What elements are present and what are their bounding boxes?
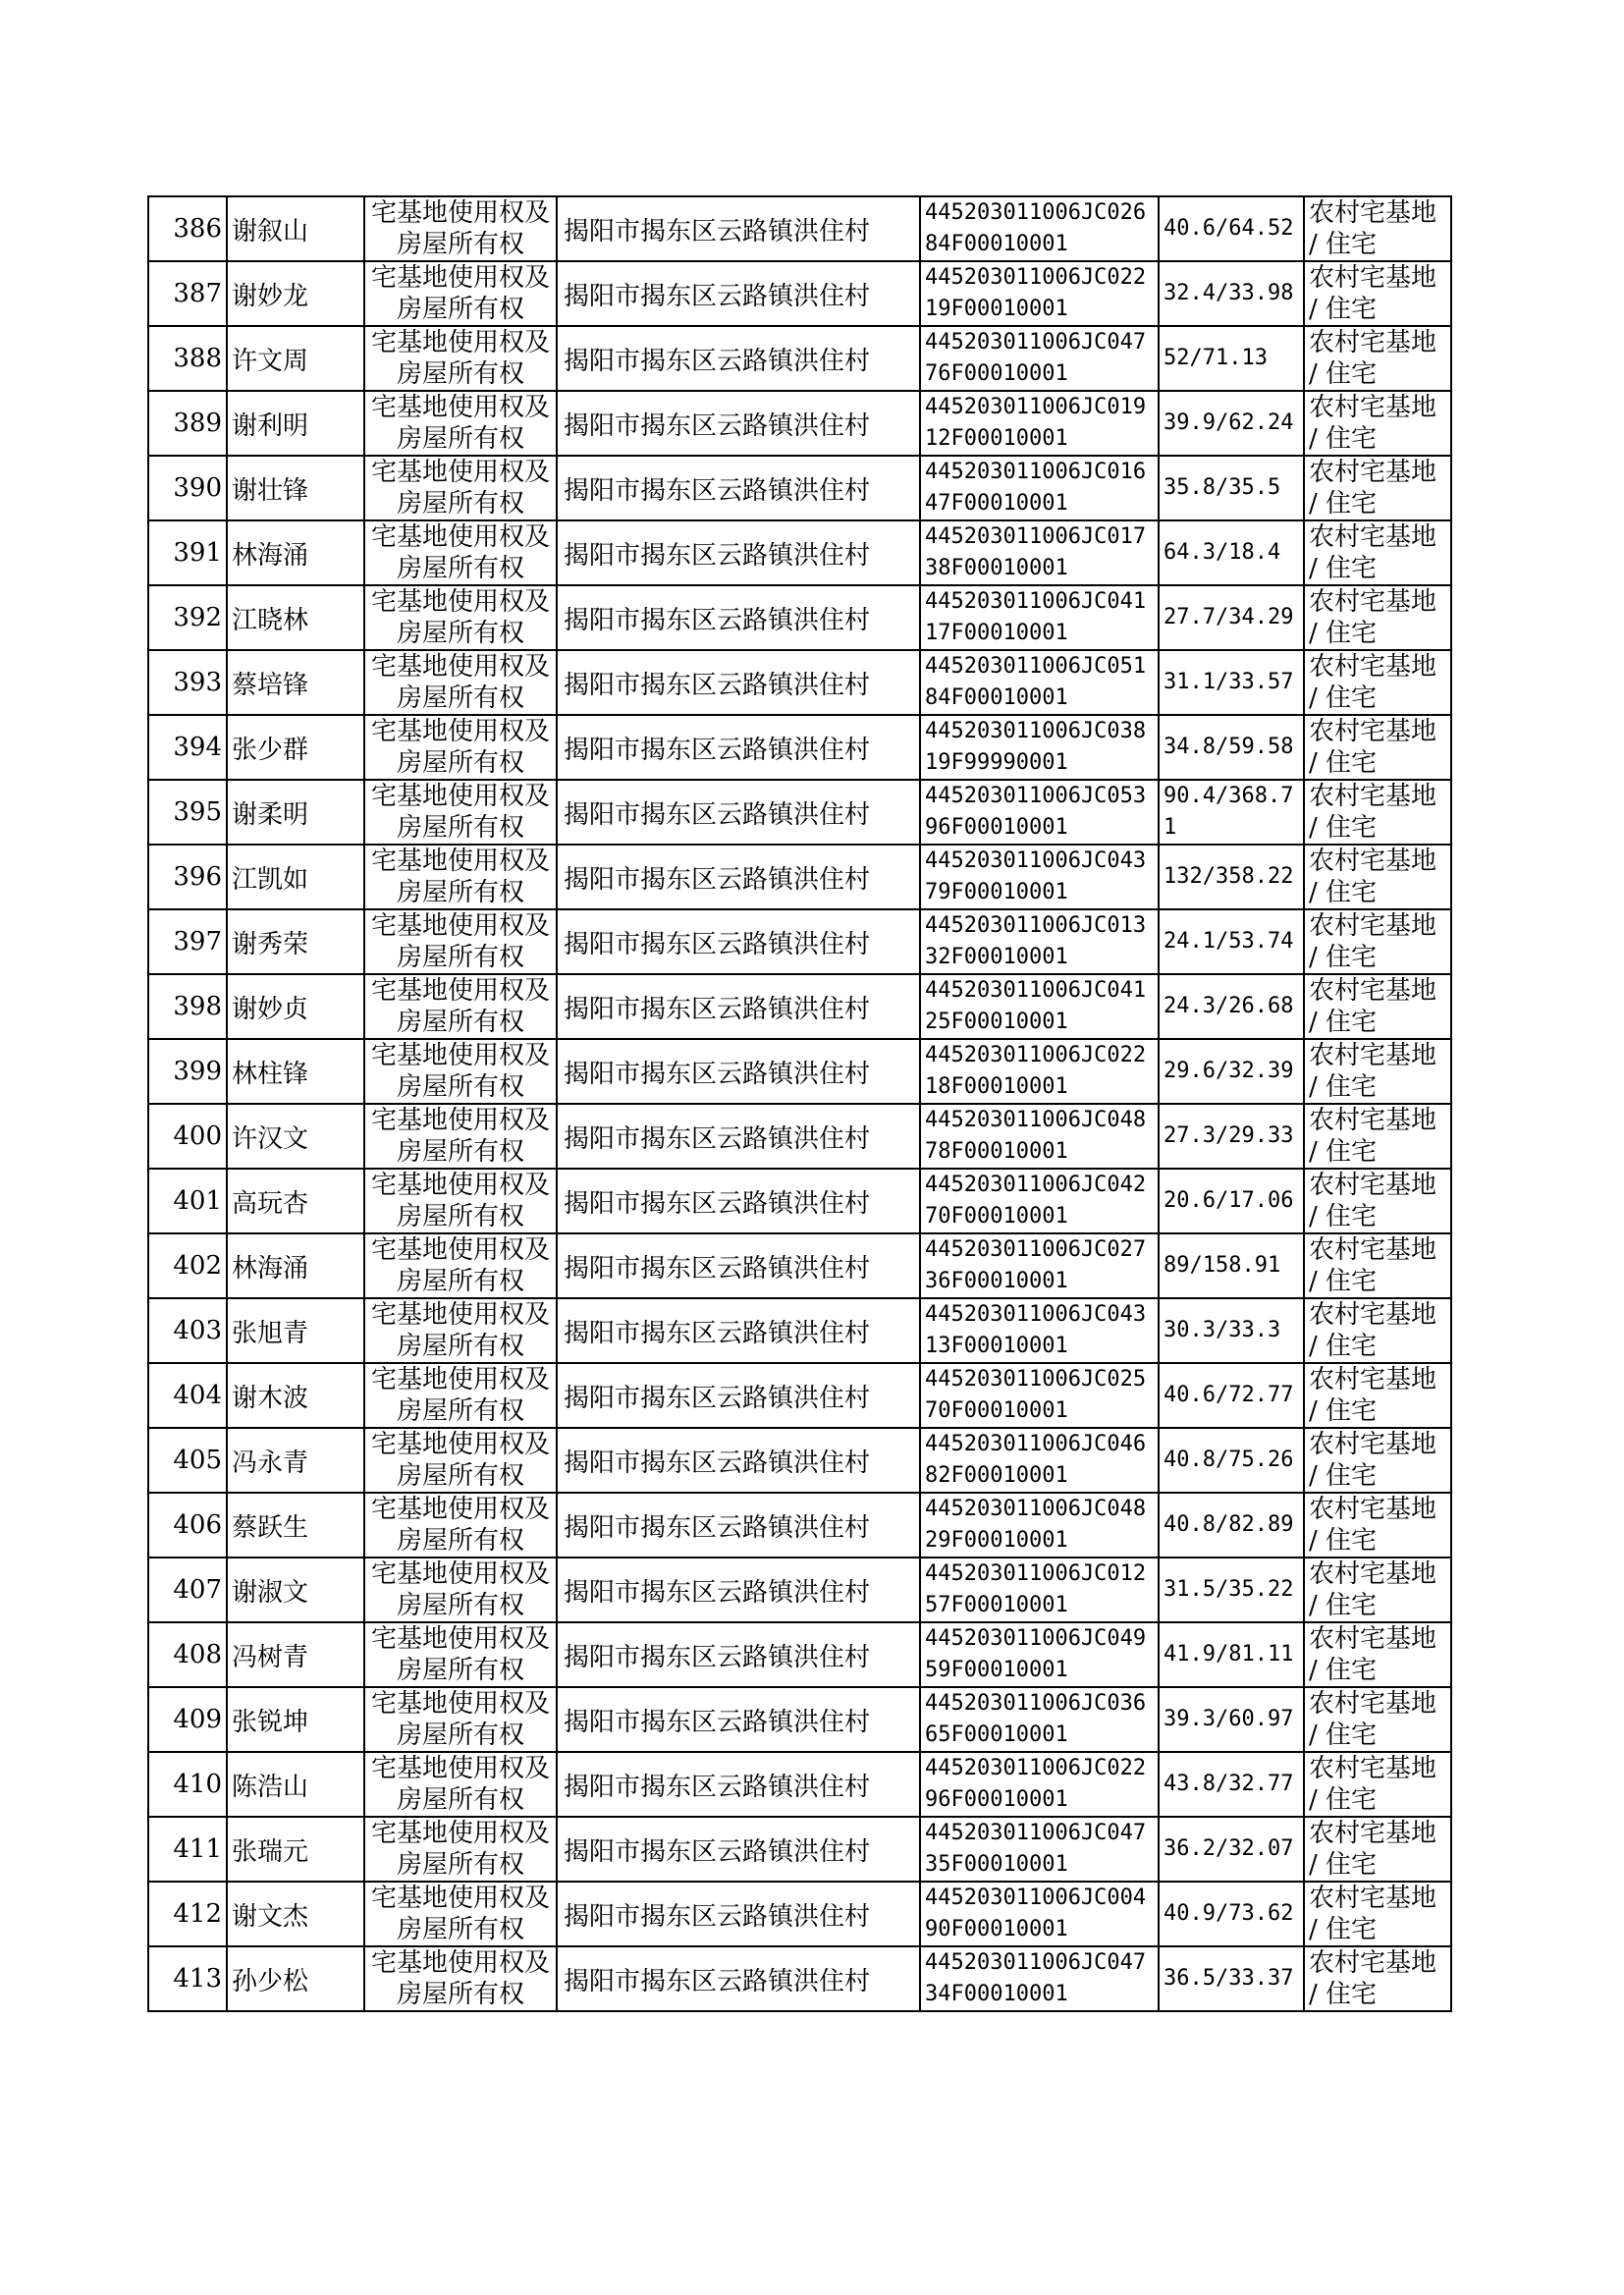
row-number-cell: 406	[148, 1493, 227, 1557]
row-number-cell: 389	[148, 391, 227, 456]
holder-name-cell: 林海涌	[227, 1233, 364, 1298]
right-type-cell: 宅基地使用权及房屋所有权	[364, 1298, 557, 1363]
location-cell: 揭阳市揭东区云路镇洪住村	[557, 1104, 920, 1169]
right-type-cell: 宅基地使用权及房屋所有权	[364, 1493, 557, 1557]
land-use-cell: 农村宅基地 / 住宅	[1304, 1039, 1451, 1104]
holder-name-cell: 江凯如	[227, 845, 364, 909]
holder-name-cell: 许文周	[227, 326, 364, 391]
table-row	[148, 715, 1451, 780]
right-type-cell: 宅基地使用权及房屋所有权	[364, 909, 557, 974]
row-number-cell: 401	[148, 1169, 227, 1233]
table-row	[148, 456, 1451, 520]
table-row	[148, 1557, 1451, 1622]
area-value-cell: 32.4/33.98	[1159, 261, 1304, 326]
land-use-cell: 农村宅基地 / 住宅	[1304, 845, 1451, 909]
holder-name-cell: 蔡跃生	[227, 1493, 364, 1557]
land-use-cell: 农村宅基地 / 住宅	[1304, 1557, 1451, 1622]
holder-name-cell: 江晓林	[227, 585, 364, 650]
row-number-cell: 397	[148, 909, 227, 974]
row-number-cell: 393	[148, 650, 227, 715]
land-use-cell: 农村宅基地 / 住宅	[1304, 974, 1451, 1039]
row-number-cell: 404	[148, 1363, 227, 1428]
table-row	[148, 1622, 1451, 1687]
land-use-cell: 农村宅基地 / 住宅	[1304, 1687, 1451, 1752]
holder-name-cell: 谢淑文	[227, 1557, 364, 1622]
area-value-cell: 30.3/33.3	[1159, 1298, 1304, 1363]
right-type-cell: 宅基地使用权及房屋所有权	[364, 1752, 557, 1817]
property-code-cell: 445203011006JC03819F99990001	[920, 715, 1159, 780]
property-code-cell: 445203011006JC01738F00010001	[920, 520, 1159, 585]
table-body	[148, 196, 1451, 2011]
area-value-cell: 39.9/62.24	[1159, 391, 1304, 456]
property-code-cell: 445203011006JC02218F00010001	[920, 1039, 1159, 1104]
table-row	[148, 845, 1451, 909]
land-use-cell: 农村宅基地 / 住宅	[1304, 715, 1451, 780]
property-code-cell: 445203011006JC02736F00010001	[920, 1233, 1159, 1298]
land-use-cell: 农村宅基地 / 住宅	[1304, 520, 1451, 585]
location-cell: 揭阳市揭东区云路镇洪住村	[557, 456, 920, 520]
area-value-cell: 132/358.22	[1159, 845, 1304, 909]
holder-name-cell: 陈浩山	[227, 1752, 364, 1817]
property-code-cell: 445203011006JC04959F00010001	[920, 1622, 1159, 1687]
table-row	[148, 909, 1451, 974]
row-number-cell: 390	[148, 456, 227, 520]
row-number-cell: 411	[148, 1817, 227, 1882]
land-use-cell: 农村宅基地 / 住宅	[1304, 1817, 1451, 1882]
row-number-cell: 391	[148, 520, 227, 585]
holder-name-cell: 谢妙龙	[227, 261, 364, 326]
right-type-cell: 宅基地使用权及房屋所有权	[364, 1946, 557, 2011]
area-value-cell: 24.3/26.68	[1159, 974, 1304, 1039]
location-cell: 揭阳市揭东区云路镇洪住村	[557, 1817, 920, 1882]
land-use-cell: 农村宅基地 / 住宅	[1304, 909, 1451, 974]
right-type-cell: 宅基地使用权及房屋所有权	[364, 1363, 557, 1428]
location-cell: 揭阳市揭东区云路镇洪住村	[557, 1428, 920, 1493]
location-cell: 揭阳市揭东区云路镇洪住村	[557, 1752, 920, 1817]
holder-name-cell: 张旭青	[227, 1298, 364, 1363]
holder-name-cell: 张瑞元	[227, 1817, 364, 1882]
land-use-cell: 农村宅基地 / 住宅	[1304, 1752, 1451, 1817]
holder-name-cell: 谢文杰	[227, 1882, 364, 1946]
row-number-cell: 398	[148, 974, 227, 1039]
area-value-cell: 35.8/35.5	[1159, 456, 1304, 520]
location-cell: 揭阳市揭东区云路镇洪住村	[557, 520, 920, 585]
row-number-cell: 413	[148, 1946, 227, 2011]
table-row	[148, 1298, 1451, 1363]
right-type-cell: 宅基地使用权及房屋所有权	[364, 326, 557, 391]
area-value-cell: 43.8/32.77	[1159, 1752, 1304, 1817]
location-cell: 揭阳市揭东区云路镇洪住村	[557, 391, 920, 456]
land-use-cell: 农村宅基地 / 住宅	[1304, 261, 1451, 326]
row-number-cell: 410	[148, 1752, 227, 1817]
table-row	[148, 1882, 1451, 1946]
property-code-cell: 445203011006JC05396F00010001	[920, 780, 1159, 845]
property-code-cell: 445203011006JC02684F00010001	[920, 196, 1159, 261]
right-type-cell: 宅基地使用权及房屋所有权	[364, 1169, 557, 1233]
table-row	[148, 196, 1451, 261]
property-code-cell: 445203011006JC04776F00010001	[920, 326, 1159, 391]
table-row	[148, 1169, 1451, 1233]
table-row	[148, 391, 1451, 456]
register-table	[147, 195, 1452, 2012]
table-row	[148, 1817, 1451, 1882]
property-code-cell: 445203011006JC02219F00010001	[920, 261, 1159, 326]
land-use-cell: 农村宅基地 / 住宅	[1304, 326, 1451, 391]
location-cell: 揭阳市揭东区云路镇洪住村	[557, 1298, 920, 1363]
location-cell: 揭阳市揭东区云路镇洪住村	[557, 1363, 920, 1428]
property-code-cell: 445203011006JC01912F00010001	[920, 391, 1159, 456]
holder-name-cell: 高玩杏	[227, 1169, 364, 1233]
land-use-cell: 农村宅基地 / 住宅	[1304, 1428, 1451, 1493]
location-cell: 揭阳市揭东区云路镇洪住村	[557, 1557, 920, 1622]
row-number-cell: 388	[148, 326, 227, 391]
row-number-cell: 407	[148, 1557, 227, 1622]
property-code-cell: 445203011006JC04878F00010001	[920, 1104, 1159, 1169]
area-value-cell: 64.3/18.4	[1159, 520, 1304, 585]
property-code-cell: 445203011006JC01647F00010001	[920, 456, 1159, 520]
right-type-cell: 宅基地使用权及房屋所有权	[364, 1622, 557, 1687]
area-value-cell: 40.8/75.26	[1159, 1428, 1304, 1493]
right-type-cell: 宅基地使用权及房屋所有权	[364, 715, 557, 780]
right-type-cell: 宅基地使用权及房屋所有权	[364, 456, 557, 520]
table-row	[148, 520, 1451, 585]
right-type-cell: 宅基地使用权及房屋所有权	[364, 1233, 557, 1298]
row-number-cell: 387	[148, 261, 227, 326]
table-row	[148, 780, 1451, 845]
holder-name-cell: 谢利明	[227, 391, 364, 456]
property-code-cell: 445203011006JC00490F00010001	[920, 1882, 1159, 1946]
property-code-cell: 445203011006JC05184F00010001	[920, 650, 1159, 715]
area-value-cell: 39.3/60.97	[1159, 1687, 1304, 1752]
land-use-cell: 农村宅基地 / 住宅	[1304, 1946, 1451, 2011]
area-value-cell: 27.3/29.33	[1159, 1104, 1304, 1169]
land-use-cell: 农村宅基地 / 住宅	[1304, 1104, 1451, 1169]
area-value-cell: 89/158.91	[1159, 1233, 1304, 1298]
land-use-cell: 农村宅基地 / 住宅	[1304, 1169, 1451, 1233]
row-number-cell: 402	[148, 1233, 227, 1298]
location-cell: 揭阳市揭东区云路镇洪住村	[557, 1622, 920, 1687]
area-value-cell: 52/71.13	[1159, 326, 1304, 391]
location-cell: 揭阳市揭东区云路镇洪住村	[557, 1493, 920, 1557]
row-number-cell: 394	[148, 715, 227, 780]
property-code-cell: 445203011006JC04682F00010001	[920, 1428, 1159, 1493]
holder-name-cell: 冯树青	[227, 1622, 364, 1687]
property-code-cell: 445203011006JC04734F00010001	[920, 1946, 1159, 2011]
property-code-cell: 445203011006JC01257F00010001	[920, 1557, 1159, 1622]
row-number-cell: 408	[148, 1622, 227, 1687]
area-value-cell: 31.1/33.57	[1159, 650, 1304, 715]
right-type-cell: 宅基地使用权及房屋所有权	[364, 1039, 557, 1104]
area-value-cell: 90.4/368.71	[1159, 780, 1304, 845]
row-number-cell: 392	[148, 585, 227, 650]
holder-name-cell: 谢木波	[227, 1363, 364, 1428]
property-code-cell: 445203011006JC03665F00010001	[920, 1687, 1159, 1752]
area-value-cell: 41.9/81.11	[1159, 1622, 1304, 1687]
land-use-cell: 农村宅基地 / 住宅	[1304, 1622, 1451, 1687]
right-type-cell: 宅基地使用权及房屋所有权	[364, 1817, 557, 1882]
land-use-cell: 农村宅基地 / 住宅	[1304, 1882, 1451, 1946]
area-value-cell: 36.5/33.37	[1159, 1946, 1304, 2011]
area-value-cell: 34.8/59.58	[1159, 715, 1304, 780]
area-value-cell: 40.6/64.52	[1159, 196, 1304, 261]
property-code-cell: 445203011006JC04829F00010001	[920, 1493, 1159, 1557]
table-row	[148, 1687, 1451, 1752]
area-value-cell: 31.5/35.22	[1159, 1557, 1304, 1622]
area-value-cell: 36.2/32.07	[1159, 1817, 1304, 1882]
holder-name-cell: 许汉文	[227, 1104, 364, 1169]
right-type-cell: 宅基地使用权及房屋所有权	[364, 391, 557, 456]
area-value-cell: 29.6/32.39	[1159, 1039, 1304, 1104]
holder-name-cell: 蔡培锋	[227, 650, 364, 715]
table-row	[148, 1233, 1451, 1298]
holder-name-cell: 冯永青	[227, 1428, 364, 1493]
right-type-cell: 宅基地使用权及房屋所有权	[364, 1104, 557, 1169]
land-use-cell: 农村宅基地 / 住宅	[1304, 650, 1451, 715]
table-row	[148, 1039, 1451, 1104]
holder-name-cell: 谢秀荣	[227, 909, 364, 974]
property-code-cell: 445203011006JC01332F00010001	[920, 909, 1159, 974]
holder-name-cell: 谢柔明	[227, 780, 364, 845]
location-cell: 揭阳市揭东区云路镇洪住村	[557, 326, 920, 391]
land-use-cell: 农村宅基地 / 住宅	[1304, 1233, 1451, 1298]
holder-name-cell: 张少群	[227, 715, 364, 780]
land-use-cell: 农村宅基地 / 住宅	[1304, 780, 1451, 845]
holder-name-cell: 林柱锋	[227, 1039, 364, 1104]
right-type-cell: 宅基地使用权及房屋所有权	[364, 974, 557, 1039]
row-number-cell: 395	[148, 780, 227, 845]
table-row	[148, 974, 1451, 1039]
holder-name-cell: 谢壮锋	[227, 456, 364, 520]
row-number-cell: 412	[148, 1882, 227, 1946]
right-type-cell: 宅基地使用权及房屋所有权	[364, 585, 557, 650]
row-number-cell: 403	[148, 1298, 227, 1363]
land-use-cell: 农村宅基地 / 住宅	[1304, 1493, 1451, 1557]
property-code-cell: 445203011006JC04117F00010001	[920, 585, 1159, 650]
property-code-cell: 445203011006JC02296F00010001	[920, 1752, 1159, 1817]
right-type-cell: 宅基地使用权及房屋所有权	[364, 196, 557, 261]
table-row	[148, 261, 1451, 326]
row-number-cell: 405	[148, 1428, 227, 1493]
area-value-cell: 40.8/82.89	[1159, 1493, 1304, 1557]
location-cell: 揭阳市揭东区云路镇洪住村	[557, 909, 920, 974]
location-cell: 揭阳市揭东区云路镇洪住村	[557, 845, 920, 909]
land-use-cell: 农村宅基地 / 住宅	[1304, 391, 1451, 456]
property-code-cell: 445203011006JC02570F00010001	[920, 1363, 1159, 1428]
holder-name-cell: 张锐坤	[227, 1687, 364, 1752]
area-value-cell: 40.9/73.62	[1159, 1882, 1304, 1946]
right-type-cell: 宅基地使用权及房屋所有权	[364, 261, 557, 326]
location-cell: 揭阳市揭东区云路镇洪住村	[557, 196, 920, 261]
location-cell: 揭阳市揭东区云路镇洪住村	[557, 650, 920, 715]
table-row	[148, 1752, 1451, 1817]
table-row	[148, 1493, 1451, 1557]
area-value-cell: 20.6/17.06	[1159, 1169, 1304, 1233]
location-cell: 揭阳市揭东区云路镇洪住村	[557, 974, 920, 1039]
location-cell: 揭阳市揭东区云路镇洪住村	[557, 1233, 920, 1298]
table-row	[148, 650, 1451, 715]
right-type-cell: 宅基地使用权及房屋所有权	[364, 1557, 557, 1622]
table-row	[148, 1363, 1451, 1428]
location-cell: 揭阳市揭东区云路镇洪住村	[557, 780, 920, 845]
property-code-cell: 445203011006JC04270F00010001	[920, 1169, 1159, 1233]
property-code-cell: 445203011006JC04735F00010001	[920, 1817, 1159, 1882]
area-value-cell: 24.1/53.74	[1159, 909, 1304, 974]
right-type-cell: 宅基地使用权及房屋所有权	[364, 1428, 557, 1493]
table-row	[148, 585, 1451, 650]
right-type-cell: 宅基地使用权及房屋所有权	[364, 1882, 557, 1946]
property-code-cell: 445203011006JC04313F00010001	[920, 1298, 1159, 1363]
land-use-cell: 农村宅基地 / 住宅	[1304, 1298, 1451, 1363]
right-type-cell: 宅基地使用权及房屋所有权	[364, 650, 557, 715]
holder-name-cell: 孙少松	[227, 1946, 364, 2011]
location-cell: 揭阳市揭东区云路镇洪住村	[557, 261, 920, 326]
land-use-cell: 农村宅基地 / 住宅	[1304, 196, 1451, 261]
right-type-cell: 宅基地使用权及房屋所有权	[364, 1687, 557, 1752]
right-type-cell: 宅基地使用权及房屋所有权	[364, 780, 557, 845]
row-number-cell: 409	[148, 1687, 227, 1752]
area-value-cell: 40.6/72.77	[1159, 1363, 1304, 1428]
property-code-cell: 445203011006JC04125F00010001	[920, 974, 1159, 1039]
table-row	[148, 1428, 1451, 1493]
holder-name-cell: 谢妙贞	[227, 974, 364, 1039]
land-use-cell: 农村宅基地 / 住宅	[1304, 585, 1451, 650]
location-cell: 揭阳市揭东区云路镇洪住村	[557, 1946, 920, 2011]
table-row	[148, 326, 1451, 391]
row-number-cell: 396	[148, 845, 227, 909]
location-cell: 揭阳市揭东区云路镇洪住村	[557, 1039, 920, 1104]
right-type-cell: 宅基地使用权及房屋所有权	[364, 520, 557, 585]
row-number-cell: 386	[148, 196, 227, 261]
location-cell: 揭阳市揭东区云路镇洪住村	[557, 1169, 920, 1233]
property-code-cell: 445203011006JC04379F00010001	[920, 845, 1159, 909]
area-value-cell: 27.7/34.29	[1159, 585, 1304, 650]
row-number-cell: 400	[148, 1104, 227, 1169]
right-type-cell: 宅基地使用权及房屋所有权	[364, 845, 557, 909]
holder-name-cell: 林海涌	[227, 520, 364, 585]
table-row	[148, 1946, 1451, 2011]
location-cell: 揭阳市揭东区云路镇洪住村	[557, 1882, 920, 1946]
location-cell: 揭阳市揭东区云路镇洪住村	[557, 1687, 920, 1752]
location-cell: 揭阳市揭东区云路镇洪住村	[557, 715, 920, 780]
land-use-cell: 农村宅基地 / 住宅	[1304, 1363, 1451, 1428]
row-number-cell: 399	[148, 1039, 227, 1104]
table-row	[148, 1104, 1451, 1169]
location-cell: 揭阳市揭东区云路镇洪住村	[557, 585, 920, 650]
land-use-cell: 农村宅基地 / 住宅	[1304, 456, 1451, 520]
holder-name-cell: 谢叙山	[227, 196, 364, 261]
